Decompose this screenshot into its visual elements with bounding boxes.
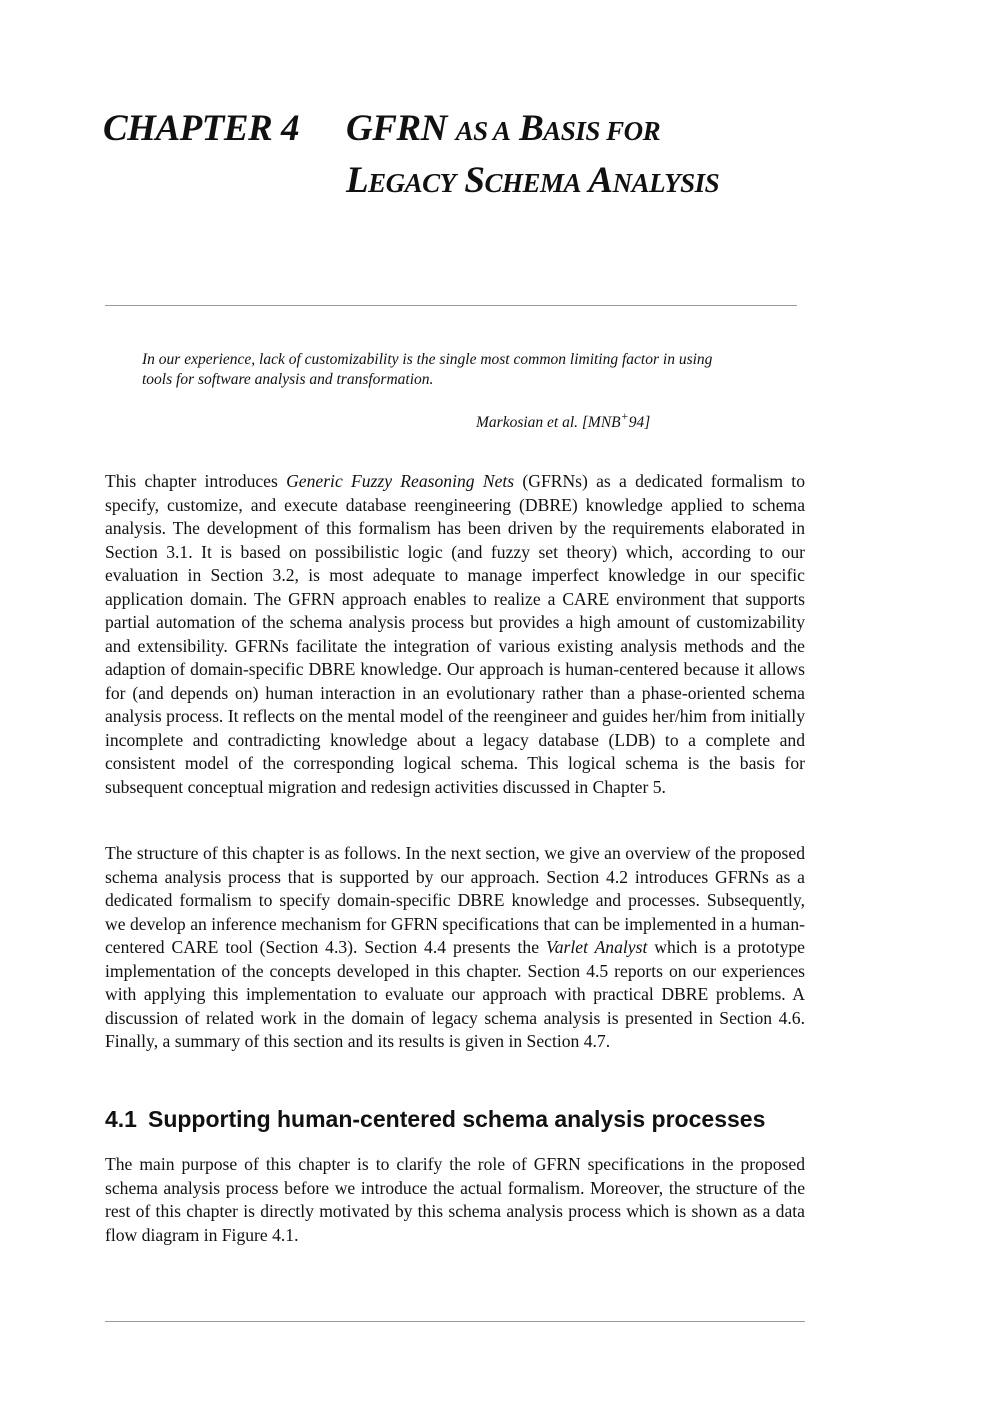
epigraph-quote: In our experience, lack of customizability is the single most common limiting factor in using tools for software analysis and transformation.	[142, 351, 713, 388]
section-number: 4.1	[105, 1106, 137, 1132]
section-title: Supporting human-centered schema analysis processes	[147, 1106, 766, 1132]
title-word: EGACY	[368, 168, 456, 198]
title-word: ASIS FOR	[543, 116, 661, 146]
intro-paragraph	[105, 470, 805, 799]
chapter-title	[346, 104, 719, 208]
title-word: L	[346, 160, 369, 201]
top-divider	[105, 305, 797, 306]
title-word: GFRN	[346, 108, 447, 149]
attribution-superscript: +	[620, 409, 629, 423]
section-paragraph: The main purpose of this chapter is to clarify the role of GFRN specifications in the proposed schema analysis process before we introduce the actual formalism. Moreover, the structure of the rest of this chapter is directly motivated by this schema analysis process which is shown as a data flow diagram in Figure 4.1.	[105, 1154, 805, 1245]
title-word: A	[588, 160, 613, 201]
epigraph-attribution	[476, 407, 650, 433]
section-heading	[105, 1103, 805, 1135]
title-word: S	[464, 160, 485, 201]
title-word: B	[519, 108, 544, 149]
chapter-label: CHAPTER 4	[103, 108, 299, 149]
chapter-title-line-2	[346, 156, 719, 208]
emphasized-term: Varlet Analyst	[545, 937, 648, 957]
title-word: CHEMA	[484, 168, 582, 198]
attribution-text: Markosian et al. [MNB	[476, 414, 621, 432]
paragraph-text: This chapter introduces	[105, 471, 287, 491]
attribution-text-end: 94]	[628, 414, 651, 432]
paragraph-text: The structure of this chapter is as follows. In the next section, we give an overview of the proposed schema analysis process that is supported by our approach. Section 4.2 introduces GFRNs as a dedicated formalism to specify domain-specific DBRE knowledge and processes. Subsequently, we develop an inference mechanism for GFRN specifications that can be implemented in a human-centered CARE tool (Section 4.3). Section 4.4 presents the	[105, 843, 805, 957]
title-word: NALYSIS	[612, 168, 720, 198]
emphasized-term: Generic Fuzzy Reasoning Nets	[286, 471, 515, 491]
title-word: AS A	[455, 116, 511, 146]
bottom-divider	[105, 1321, 805, 1322]
chapter-title-line-1	[346, 104, 719, 156]
paragraph-text: (GFRNs) as a dedicated formalism to specify, customize, and execute database reengineering (DBRE) knowledge applied to schema analysis. The development of this formalism has been driven by the requirements elaborated in Section 3.1. It is based on possibilistic logic (and fuzzy set theory) which, according to our evaluation in Section 3.2, is most adequate to manage imperfect knowledge in our specific application domain. The GFRN approach enables to realize a CARE environment that supports partial automation of the schema analysis process but provides a high amount of customizability and extensibility. GFRNs facilitate the integration of various existing analysis methods and the adaption of domain-specific DBRE knowledge. Our approach is human-centered because it allows for (and depends on) human interaction in an evolutionary rather than a phase-oriented schema analysis process. It reflects on the mental model of the reengineer and guides her/him from initially incomplete and contradicting knowledge about a legacy database (LDB) to a complete and consistent model of the corresponding logical schema. This logical schema is the basis for subsequent conceptual migration and redesign activities discussed in Chapter 5.	[105, 471, 805, 797]
paragraph-text: which is a prototype implementation of the concepts developed in this chapter. Section 4.5 reports on our experiences with applying this implementation to evaluate our approach with practical DBRE problems. A discussion of related work in the domain of legacy schema analysis is presented in Section 4.6. Finally, a summary of this section and its results is given in Section 4.7.	[105, 937, 805, 1051]
structure-paragraph	[105, 842, 805, 1054]
